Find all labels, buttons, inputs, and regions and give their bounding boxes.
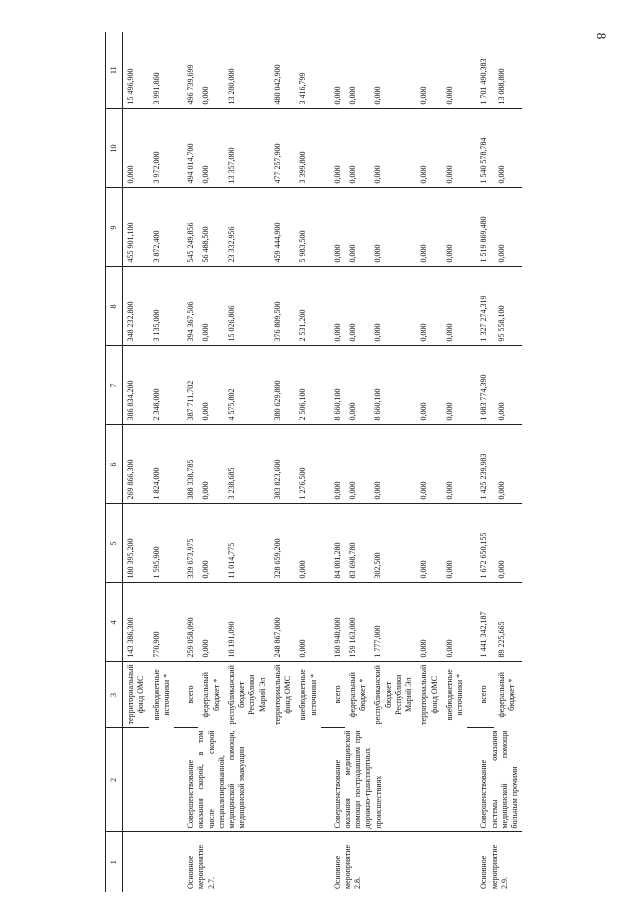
- value-cell: 383 823,600: [270, 425, 295, 504]
- value-cell: 0,000: [321, 32, 345, 109]
- value-cell: 770,900: [149, 583, 174, 662]
- value-cell: 3 991,860: [149, 32, 174, 109]
- table-row: [123, 32, 149, 892]
- funding-source-cell: всего: [321, 662, 345, 728]
- value-cell: 8 660,100: [321, 346, 345, 425]
- description-cell: Совершенствование оказания скорой, в том числе скорой специализированной, медицинской помощи, медицинской эвакуации: [174, 728, 321, 832]
- value-cell: 0,000: [370, 425, 416, 504]
- activity-cell: Основное мероприятие 2.7.: [186, 844, 216, 889]
- column-number-row: [106, 32, 123, 892]
- value-cell: 84 001,280: [321, 504, 345, 583]
- funding-source-cell: внебюджетные источники *: [444, 669, 465, 721]
- value-cell: 3 416,799: [295, 32, 320, 109]
- value-cell: 1 672 650,155: [467, 504, 494, 583]
- value-cell: 2 348,000: [149, 346, 174, 425]
- value-cell: 0,000: [345, 267, 370, 346]
- value-cell: 13 088,800: [494, 32, 522, 109]
- value-cell: 0,000: [442, 267, 467, 346]
- value-cell: 1 540 578,784: [467, 109, 494, 188]
- funding-source-cell: всего: [174, 662, 198, 728]
- value-cell: 0,000: [198, 504, 223, 583]
- value-cell: 1 327 274,319: [467, 267, 494, 346]
- value-cell: 1 595,900: [149, 504, 174, 583]
- table-row: [467, 32, 494, 892]
- value-cell: 0,000: [321, 425, 345, 504]
- value-cell: 10 191,090: [224, 583, 270, 662]
- value-cell: 0,000: [295, 583, 320, 662]
- value-cell: 3 872,400: [149, 188, 174, 267]
- value-cell: 387 711,702: [174, 346, 198, 425]
- value-cell: 5 983,500: [295, 188, 320, 267]
- column-number: 11: [106, 32, 123, 109]
- value-cell: 394 367,506: [174, 267, 198, 346]
- value-cell: 0,000: [321, 188, 345, 267]
- value-cell: 496 739,699: [174, 32, 198, 109]
- value-cell: 477 257,900: [270, 109, 295, 188]
- funding-source-cell: республиканский бюджет Республики Марий Эл: [373, 665, 414, 725]
- value-cell: 388 338,785: [174, 425, 198, 504]
- value-cell: 0,000: [345, 109, 370, 188]
- funding-source-cell: федеральный бюджет *: [201, 672, 221, 718]
- value-cell: 339 673,975: [174, 504, 198, 583]
- value-cell: 2 506,100: [295, 346, 320, 425]
- column-number: 1: [106, 832, 123, 892]
- table-row: [174, 32, 198, 892]
- funding-source-cell: республиканский бюджет Республики Марий Эл: [226, 665, 267, 725]
- value-cell: 83 698,780: [345, 504, 370, 583]
- value-cell: 259 058,090: [174, 583, 198, 662]
- value-cell: 0,000: [416, 32, 441, 109]
- description-cell: Совершенствование системы оказания медицинской помощи больным прочими: [467, 728, 522, 832]
- value-cell: 0,000: [345, 346, 370, 425]
- value-cell: 0,000: [416, 583, 441, 662]
- value-cell: 0,000: [442, 504, 467, 583]
- value-cell: 0,000: [416, 109, 441, 188]
- value-cell: 380 629,800: [270, 346, 295, 425]
- value-cell: 0,000: [123, 109, 149, 188]
- value-cell: 348 232,800: [123, 267, 149, 346]
- value-cell: 159 163,000: [345, 583, 370, 662]
- funding-source-cell: территориальный фонд ОМС: [272, 664, 293, 725]
- column-number: 3: [106, 662, 123, 728]
- value-cell: 0,000: [494, 504, 522, 583]
- value-cell: 459 444,900: [270, 188, 295, 267]
- value-cell: 89 225,665: [494, 583, 522, 662]
- column-number: 8: [106, 267, 123, 346]
- value-cell: 143 386,300: [123, 583, 149, 662]
- value-cell: 376 809,500: [270, 267, 295, 346]
- value-cell: 0,000: [494, 109, 522, 188]
- funding-source-cell: федеральный бюджет *: [347, 672, 368, 718]
- value-cell: 4 575,802: [224, 346, 270, 425]
- value-cell: 1 777,000: [370, 583, 416, 662]
- value-cell: 95 558,100: [494, 267, 522, 346]
- value-cell: 0,000: [370, 109, 416, 188]
- value-cell: 0,000: [370, 32, 416, 109]
- value-cell: 480 042,900: [270, 32, 295, 109]
- value-cell: 3 972,000: [149, 109, 174, 188]
- page-number: 8: [594, 32, 609, 40]
- value-cell: 0,000: [345, 188, 370, 267]
- column-number: 6: [106, 425, 123, 504]
- value-cell: 0,000: [198, 346, 223, 425]
- value-cell: 0,000: [442, 32, 467, 109]
- value-cell: 11 014,775: [224, 504, 270, 583]
- value-cell: 0,000: [416, 425, 441, 504]
- value-cell: 15 026,806: [224, 267, 270, 346]
- value-cell: 0,000: [416, 267, 441, 346]
- value-cell: 545 249,856: [174, 188, 198, 267]
- funding-source-cell: территориальный фонд ОМС: [123, 662, 149, 728]
- value-cell: 0,000: [321, 267, 345, 346]
- value-cell: 13 357,000: [224, 109, 270, 188]
- value-cell: 269 866,300: [123, 425, 149, 504]
- value-cell: 0,000: [416, 346, 441, 425]
- value-cell: 1 441 342,187: [467, 583, 494, 662]
- description-cell: [123, 728, 174, 832]
- funding-source-cell: территориальный фонд ОМС: [419, 664, 439, 725]
- value-cell: 248 867,000: [270, 583, 295, 662]
- value-cell: 1 519 869,480: [467, 188, 494, 267]
- table-row: [321, 32, 345, 892]
- activity-cell: Основное мероприятие 2.9.: [479, 844, 509, 889]
- value-cell: 0,000: [442, 346, 467, 425]
- column-number: 4: [106, 583, 123, 662]
- column-number: 9: [106, 188, 123, 267]
- value-cell: 0,000: [321, 109, 345, 188]
- value-cell: 0,000: [494, 188, 522, 267]
- funding-source-cell: всего: [467, 662, 494, 728]
- value-cell: 0,000: [442, 425, 467, 504]
- value-cell: 180 395,200: [123, 504, 149, 583]
- activity-cell: Основное мероприятие 2.8.: [332, 844, 363, 889]
- value-cell: 0,000: [198, 583, 223, 662]
- value-cell: 15 496,900: [123, 32, 149, 109]
- value-cell: 0,000: [370, 267, 416, 346]
- value-cell: 0,000: [442, 188, 467, 267]
- value-cell: 2 531,200: [295, 267, 320, 346]
- value-cell: 328 659,200: [270, 504, 295, 583]
- value-cell: 1 425 239,983: [467, 425, 494, 504]
- activity-cell: [123, 832, 174, 892]
- value-cell: 3 399,800: [295, 109, 320, 188]
- funding-source-cell: внебюджетные источники *: [298, 669, 318, 721]
- value-cell: 0,000: [416, 504, 441, 583]
- value-cell: 0,000: [494, 346, 522, 425]
- value-cell: 3 135,000: [149, 267, 174, 346]
- value-cell: 0,000: [442, 109, 467, 188]
- value-cell: 1 276,500: [295, 425, 320, 504]
- value-cell: 0,000: [198, 425, 223, 504]
- value-cell: 3 238,685: [224, 425, 270, 504]
- funding-source-cell: внебюджетные источники *: [151, 669, 171, 721]
- value-cell: 386 834,200: [123, 346, 149, 425]
- value-cell: 23 332,956: [224, 188, 270, 267]
- rotated-page-content: [105, 0, 565, 892]
- value-cell: 0,000: [345, 32, 370, 109]
- value-cell: 0,000: [198, 267, 223, 346]
- value-cell: 0,000: [198, 109, 223, 188]
- value-cell: 13 280,000: [224, 32, 270, 109]
- column-number: 7: [106, 346, 123, 425]
- value-cell: 302,500: [370, 504, 416, 583]
- value-cell: 0,000: [494, 425, 522, 504]
- value-cell: 1 824,000: [149, 425, 174, 504]
- column-number: 2: [106, 728, 123, 832]
- column-number: 10: [106, 109, 123, 188]
- value-cell: 56 488,500: [198, 188, 223, 267]
- funding-source-cell: федеральный бюджет *: [497, 672, 517, 718]
- value-cell: 0,000: [442, 583, 467, 662]
- description-cell: Совершенствование оказания медицинской помощи пострадавшим при дорожно-транспортных происшествиях: [321, 728, 468, 832]
- value-cell: 0,000: [295, 504, 320, 583]
- value-cell: 494 014,700: [174, 109, 198, 188]
- value-cell: 0,000: [345, 425, 370, 504]
- value-cell: 455 901,100: [123, 188, 149, 267]
- value-cell: 0,000: [416, 188, 441, 267]
- funding-table: [105, 32, 522, 892]
- column-number: 5: [106, 504, 123, 583]
- value-cell: 0,000: [198, 32, 223, 109]
- table-body: [123, 32, 523, 892]
- value-cell: 1 083 774,390: [467, 346, 494, 425]
- value-cell: 160 940,000: [321, 583, 345, 662]
- value-cell: 8 660,100: [370, 346, 416, 425]
- value-cell: 0,000: [370, 188, 416, 267]
- value-cell: 1 701 490,383: [467, 32, 494, 109]
